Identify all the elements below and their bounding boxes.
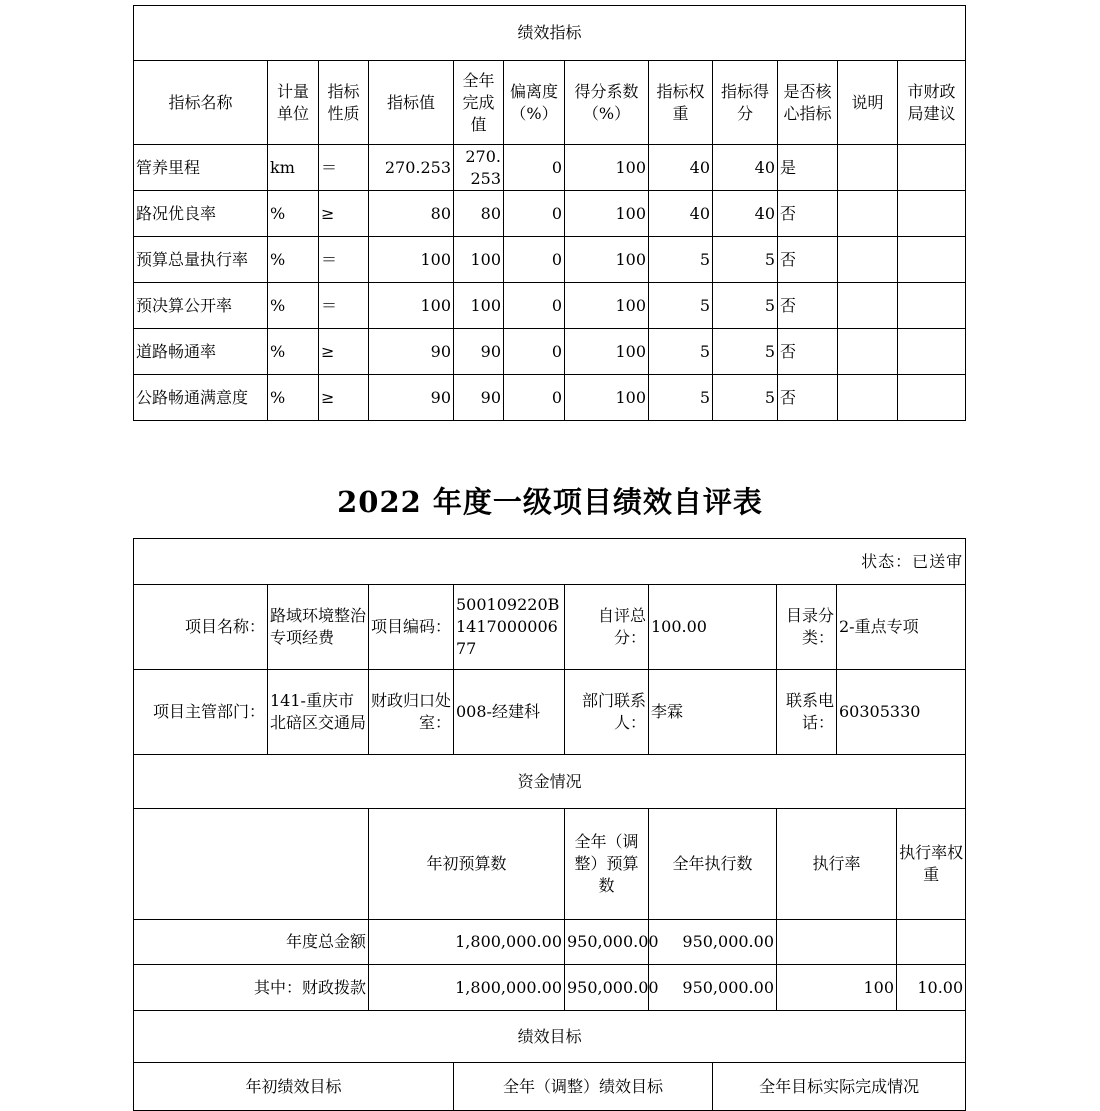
indicator-cell: 90 [454,329,504,375]
indicator-row [134,375,966,421]
indicator-cell [898,283,966,329]
phone-label: 联系电话： [777,670,837,755]
catalog-label: 目录分类： [777,585,837,670]
funds-section-title: 资金情况 [134,755,966,809]
indicator-cell: 40 [713,145,778,191]
page-title: 2022 年度一级项目绩效自评表 [337,485,763,519]
indicator-cell: 40 [713,191,778,237]
funds-row [134,965,966,1011]
indicator-cell: 40 [649,191,713,237]
funds-cell: 1,800,000.00 [369,920,565,965]
indicator-cell: 80 [369,191,454,237]
header-cell: 说明 [838,61,898,145]
indicator-cell: ＝ [319,283,369,329]
indicator-cell: ≥ [319,191,369,237]
funds-header-cell: 执行率 [777,809,897,920]
indicator-cell: 5 [713,375,778,421]
indicator-cell: 0 [504,237,565,283]
indicator-cell: 否 [778,237,838,283]
indicator-cell [898,329,966,375]
project-name-label: 项目名称： [134,585,268,670]
indicator-cell: 否 [778,375,838,421]
indicator-cell: 90 [369,329,454,375]
indicator-cell: % [268,191,319,237]
self-evaluation-table [133,538,966,1111]
indicator-cell: 5 [649,375,713,421]
funds-header-cell: 执行率权重 [897,809,966,920]
indicator-cell: 270.253 [454,145,504,191]
indicator-cell: 40 [649,145,713,191]
indicator-cell: 0 [504,145,565,191]
goals-header-cell: 全年目标实际完成情况 [713,1063,966,1111]
funds-cell [777,920,897,965]
header-row [134,61,966,145]
funds-cell [897,920,966,965]
funds-cell: 100 [777,965,897,1011]
indicator-cell: 100 [454,237,504,283]
indicator-cell: % [268,237,319,283]
indicator-cell [898,375,966,421]
indicator-cell: % [268,283,319,329]
funds-cell: 950,000.00 [565,920,649,965]
project-code-value: 500109220B141700000677 [454,585,565,670]
indicator-row [134,237,966,283]
header-cell: 是否核心指标 [778,61,838,145]
header-cell: 全年完成值 [454,61,504,145]
funds-header-cell: 全年（调整）预算数 [565,809,649,920]
indicator-cell: 100 [565,237,649,283]
header-cell: 市财政局建议 [898,61,966,145]
project-name-value: 路域环境整治专项经费 [268,585,369,670]
funds-header-cell [134,809,369,920]
indicator-cell: 5 [649,329,713,375]
header-cell: 指标权重 [649,61,713,145]
indicator-cell [838,145,898,191]
indicator-cell: 公路畅通满意度 [134,375,268,421]
funds-header-row [134,809,966,920]
funds-cell: 950,000.00 [649,965,777,1011]
catalog-value: 2-重点专项 [837,585,966,670]
indicator-cell: 100 [565,191,649,237]
header-cell: 指标性质 [319,61,369,145]
self-score-label: 自评总分： [565,585,649,670]
header-cell: 得分系数（%） [565,61,649,145]
indicator-cell [898,145,966,191]
header-cell: 指标值 [369,61,454,145]
goals-header-cell: 年初绩效目标 [134,1063,454,1111]
indicator-cell: ≥ [319,375,369,421]
indicator-cell: ＝ [319,145,369,191]
indicator-cell: 5 [649,283,713,329]
finance-office-label: 财政归口处室： [369,670,454,755]
indicator-cell: 5 [713,283,778,329]
dept-label: 项目主管部门： [134,670,268,755]
contact-value: 李霖 [649,670,777,755]
header-cell: 偏离度（%） [504,61,565,145]
indicator-cell: 5 [649,237,713,283]
funds-cell: 1,800,000.00 [369,965,565,1011]
funds-cell: 10.00 [897,965,966,1011]
indicator-cell [838,375,898,421]
indicator-cell: 100 [369,237,454,283]
funds-cell: 950,000.00 [649,920,777,965]
section-title: 绩效指标 [134,6,966,61]
indicator-cell: 否 [778,191,838,237]
goals-header-row [134,1063,966,1111]
indicator-cell: 100 [369,283,454,329]
indicator-cell: 0 [504,283,565,329]
indicator-cell: 管养里程 [134,145,268,191]
indicator-row [134,329,966,375]
indicator-cell: 100 [454,283,504,329]
status-text: 状态：已送审 [134,539,966,585]
goals-section-title: 绩效目标 [134,1011,966,1063]
indicator-table [133,5,966,421]
indicator-cell: km [268,145,319,191]
header-cell: 指标名称 [134,61,268,145]
indicator-cell: 0 [504,375,565,421]
indicator-cell: 80 [454,191,504,237]
funds-cell: 950,000.00 [565,965,649,1011]
contact-label: 部门联系人： [565,670,649,755]
finance-office-value: 008-经建科 [454,670,565,755]
indicator-cell: 0 [504,329,565,375]
goals-header-cell: 全年（调整）绩效目标 [454,1063,713,1111]
indicator-cell [898,237,966,283]
indicator-cell: ≥ [319,329,369,375]
funds-row [134,920,966,965]
indicator-row [134,191,966,237]
indicator-cell [838,237,898,283]
phone-value: 60305330 [837,670,966,755]
indicator-cell: 100 [565,145,649,191]
indicator-cell: 100 [565,283,649,329]
indicator-cell [898,191,966,237]
header-cell: 指标得分 [713,61,778,145]
project-code-label: 项目编码： [369,585,454,670]
indicator-cell: 预算总量执行率 [134,237,268,283]
funds-header-cell: 全年执行数 [649,809,777,920]
indicator-cell: 预决算公开率 [134,283,268,329]
indicator-cell [838,329,898,375]
indicator-cell: 道路畅通率 [134,329,268,375]
indicator-row [134,283,966,329]
indicator-cell: 否 [778,329,838,375]
indicator-cell: 5 [713,329,778,375]
funds-cell: 年度总金额 [134,920,369,965]
indicator-cell: % [268,329,319,375]
indicator-cell [838,283,898,329]
self-score-value: 100.00 [649,585,777,670]
indicator-cell: 0 [504,191,565,237]
indicator-cell: 否 [778,283,838,329]
indicator-cell: % [268,375,319,421]
header-cell: 计量单位 [268,61,319,145]
indicator-cell [838,191,898,237]
indicator-cell: 路况优良率 [134,191,268,237]
indicator-row [134,145,966,191]
funds-cell: 其中：财政拨款 [134,965,369,1011]
indicator-cell: 270.253 [369,145,454,191]
funds-header-cell: 年初预算数 [369,809,565,920]
indicator-cell: ＝ [319,237,369,283]
dept-value: 141-重庆市北碚区交通局 [268,670,369,755]
indicator-cell: 100 [565,375,649,421]
indicator-cell: 90 [369,375,454,421]
indicator-cell: 100 [565,329,649,375]
indicator-cell: 5 [713,237,778,283]
indicator-cell: 是 [778,145,838,191]
indicator-cell: 90 [454,375,504,421]
